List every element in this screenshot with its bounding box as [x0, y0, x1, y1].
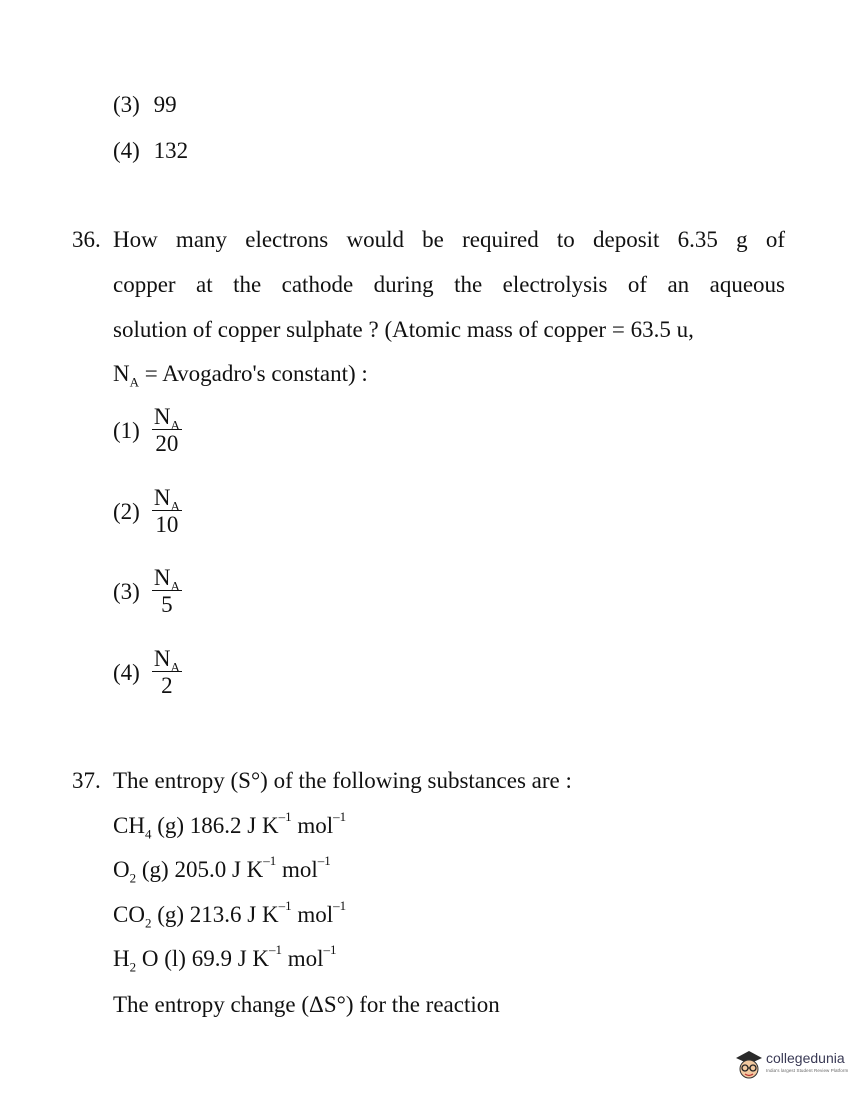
- question-36-option-1: (1) $\frac{N_A}{20}$: [113, 404, 180, 456]
- substance-ch4: $CH_4$ (g) 186.2 J $K^{-1}$ mol$^{-1}$: [113, 809, 347, 842]
- logo-tagline: India's largest Student Review Platform: [766, 1068, 849, 1073]
- substance-h2o: $H_2$ O (l) 69.9 J $K^{-1}$ mol$^{-1}$: [113, 942, 337, 975]
- option-label: (3): [113, 92, 140, 117]
- question-36-option-4: (4) $\frac{N_A}{2}$: [113, 646, 180, 698]
- logo-name: collegedunia: [766, 1050, 845, 1066]
- substance-co2: $CO_2$ (g) 213.6 J $K^{-1}$ mol$^{-1}$: [113, 898, 347, 931]
- question-37-closing: The entropy change (ΔS°) for the reaction: [113, 992, 500, 1017]
- question-36-option-3: (3) $\frac{N_A}{5}$: [113, 565, 180, 617]
- prev-option-4: [113, 138, 188, 164]
- question-36-number: 36.: [72, 227, 101, 252]
- substance-o2: $O_2$ (g) 205.0 J $K^{-1}$ mol$^{-1}$: [113, 853, 331, 886]
- question-36-line-4: $N_A$ = Avogadro's constant) :: [113, 361, 368, 390]
- fraction: $\frac{N_A}{5}$: [153, 565, 180, 617]
- collegedunia-logo: [734, 1046, 858, 1086]
- question-37-number: 37.: [72, 768, 101, 793]
- question-36-option-2: (2) $\frac{N_A}{10}$: [113, 485, 180, 537]
- prev-option-3: [113, 92, 177, 118]
- question-36-line-3: solution of copper sulphate ? (Atomic mass of copper = 63.5 u,: [113, 317, 694, 342]
- question-36-line-1: How many electrons would be required to deposit 6.35 g of: [113, 227, 785, 252]
- question-36-line-2: copper at the cathode during the electrolysis of an aqueous: [113, 272, 785, 297]
- fraction: $\frac{N_A}{20}$: [153, 404, 180, 456]
- mascot-icon: [734, 1046, 764, 1084]
- option-value: 132: [153, 138, 189, 163]
- fraction: $\frac{N_A}{2}$: [153, 646, 180, 698]
- question-37-intro: The entropy (S°) of the following substances are :: [113, 768, 572, 793]
- option-label: (4): [113, 138, 140, 163]
- fraction: $\frac{N_A}{10}$: [153, 485, 180, 537]
- option-value: 99: [153, 92, 177, 117]
